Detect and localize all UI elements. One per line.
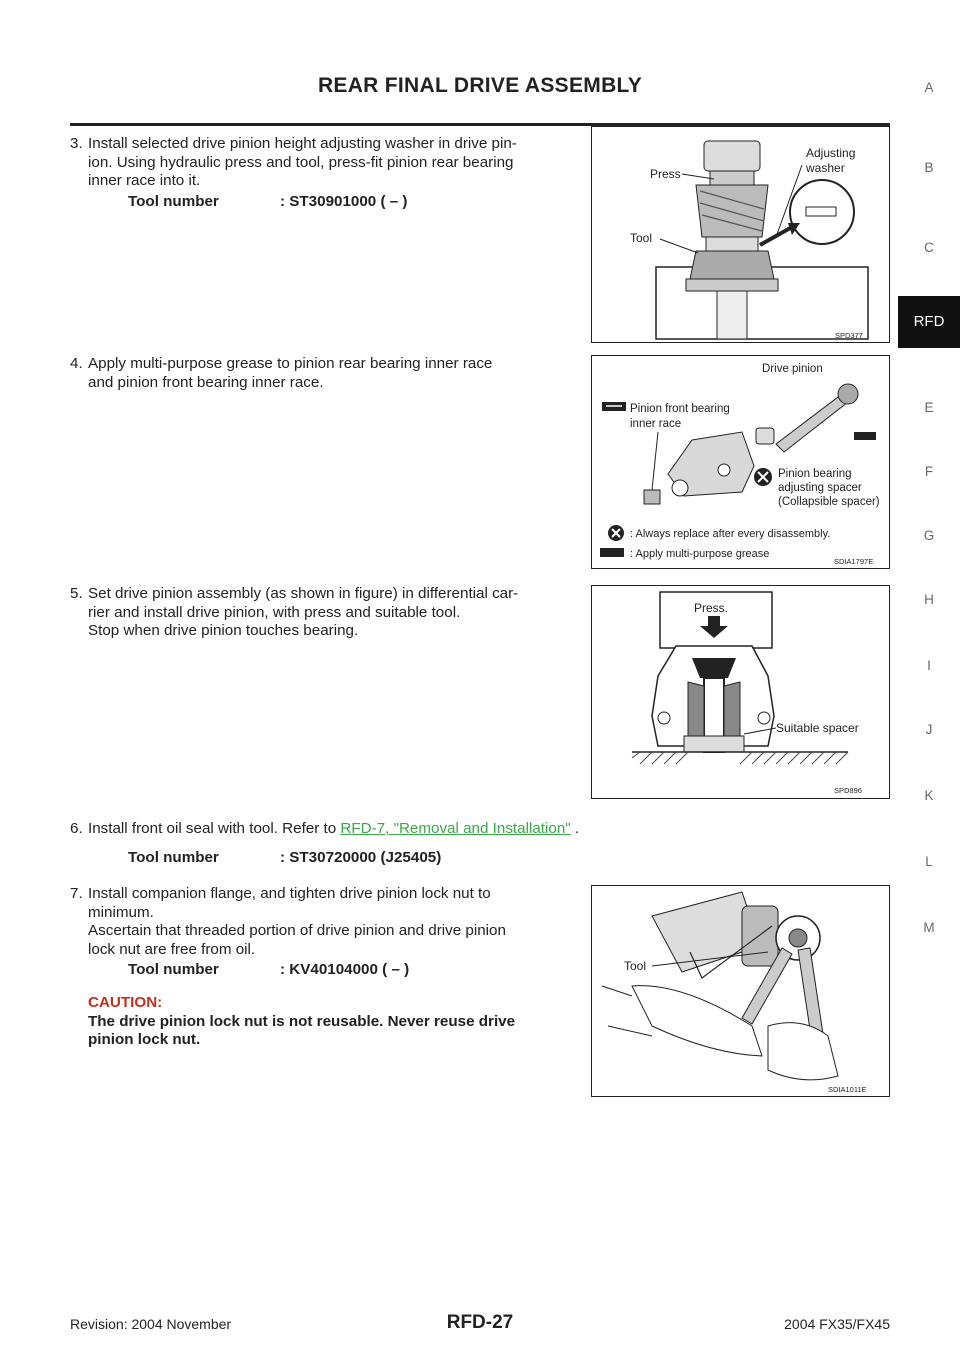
label-tool: Tool xyxy=(624,959,647,973)
label-drive-pinion: Drive pinion xyxy=(762,363,823,375)
figure-id: SDIA1011E xyxy=(828,1085,867,1094)
tab-f[interactable]: F xyxy=(924,464,934,479)
replace-icon xyxy=(754,468,772,486)
label-adjusting: Adjusting xyxy=(806,146,856,160)
replace-icon xyxy=(608,525,624,541)
figure-id: SPD377 xyxy=(835,331,863,340)
tab-c[interactable]: C xyxy=(924,240,934,255)
step-text-end: . xyxy=(570,820,580,837)
caution-text-line: pinion lock nut. xyxy=(88,1031,201,1048)
step-number: 6. xyxy=(70,820,83,837)
label-front-bearing-1: Pinion front bearing xyxy=(630,403,730,415)
tool-number-row xyxy=(128,193,407,210)
label-press: Press. xyxy=(694,601,729,615)
tab-i[interactable]: I xyxy=(927,658,931,673)
grease-icon xyxy=(602,402,626,411)
tab-k[interactable]: K xyxy=(924,788,934,803)
step-4 xyxy=(70,355,590,392)
tab-l[interactable]: L xyxy=(925,854,933,869)
figure-id: SPD896 xyxy=(834,786,862,795)
step-text-line: minimum. xyxy=(88,903,154,921)
legend-grease: : Apply multi-purpose grease xyxy=(630,548,770,560)
tab-g[interactable]: G xyxy=(923,528,935,543)
figure-id: SDIA1797E xyxy=(834,557,874,566)
caution-text-line: The drive pinion lock nut is not reusable. Never reuse drive xyxy=(88,1012,516,1030)
step-text-line: rier and install drive pinion, with press and suitable tool. xyxy=(88,603,461,621)
grease-icon xyxy=(854,432,876,440)
step-number: 7. xyxy=(70,885,83,902)
step-number: 3. xyxy=(70,135,83,152)
label-spacer-2: adjusting spacer xyxy=(778,482,862,494)
legend-replace: : Always replace after every disassembly. xyxy=(630,528,831,540)
step-text-line: Apply multi-purpose grease to pinion rear bearing inner race xyxy=(88,355,493,372)
label-tool: Tool xyxy=(630,231,653,245)
step-number: 4. xyxy=(70,355,83,372)
step-text-line: Set drive pinion assembly (as shown in figure) in differential car- xyxy=(88,585,519,602)
label-spacer-1: Pinion bearing xyxy=(778,468,852,480)
tab-b[interactable]: B xyxy=(924,160,934,175)
step-number: 5. xyxy=(70,585,83,602)
step-text-line: Install selected drive pinion height adjusting washer in drive pin- xyxy=(88,135,517,152)
tool-number-value: : ST30901000 ( – ) xyxy=(280,193,408,210)
step-7 xyxy=(70,885,590,959)
label-washer: washer xyxy=(806,161,845,175)
tool-number-label: Tool number xyxy=(128,961,219,978)
tool-number-value: : KV40104000 ( – ) xyxy=(280,961,410,978)
figure-grease-bearings xyxy=(591,355,890,569)
step-text-line: ion. Using hydraulic press and tool, press-fit pinion rear bearing xyxy=(88,153,514,171)
page-title: REAR FINAL DRIVE ASSEMBLY xyxy=(317,74,643,97)
step-3 xyxy=(70,135,590,191)
footer-revision: Revision: 2004 November xyxy=(70,1316,232,1332)
step-text-line: and pinion front bearing inner race. xyxy=(88,373,324,391)
step-6 xyxy=(70,820,690,839)
page-number: RFD-27 xyxy=(446,1312,514,1333)
step-text-line: lock nut are free from oil. xyxy=(88,940,256,958)
tab-m[interactable]: M xyxy=(923,920,935,935)
caution-heading: CAUTION: xyxy=(88,994,163,1011)
tool-number-row xyxy=(128,961,409,978)
tool-number-label: Tool number xyxy=(128,849,219,866)
label-spacer-3: (Collapsible spacer) xyxy=(778,496,880,508)
tab-h[interactable]: H xyxy=(924,592,934,607)
label-front-bearing-2: inner race xyxy=(630,418,682,430)
label-suitable-spacer: Suitable spacer xyxy=(776,721,859,735)
label-press: Press xyxy=(650,167,681,181)
step-text: Install front oil seal with tool. Refer to xyxy=(88,820,341,837)
step-text-line: Ascertain that threaded portion of drive pinion and drive pinion xyxy=(88,922,506,939)
footer-model: 2004 FX35/FX45 xyxy=(784,1316,890,1332)
figure-install-drive-pinion xyxy=(591,585,890,799)
tool-number-label: Tool number xyxy=(128,193,219,210)
reference-link[interactable]: RFD-7, "Removal and Installation" xyxy=(340,820,571,837)
tab-j[interactable]: J xyxy=(925,722,933,737)
tool-number-value: : ST30720000 (J25405) xyxy=(280,849,442,866)
step-5 xyxy=(70,585,590,641)
tab-a[interactable]: A xyxy=(924,80,934,95)
step-text-line: Install companion flange, and tighten drive pinion lock nut to xyxy=(88,885,491,902)
step-text-line: inner race into it. xyxy=(88,172,201,189)
tab-e[interactable]: E xyxy=(924,400,934,415)
tool-number-row xyxy=(128,849,441,866)
tab-rfd[interactable]: RFD xyxy=(898,296,960,348)
caution-block xyxy=(88,994,588,1050)
grease-icon xyxy=(600,548,624,557)
figure-tighten-lock-nut xyxy=(591,885,890,1097)
figure-press-fit-bearing xyxy=(591,126,890,343)
step-text-line: Stop when drive pinion touches bearing. xyxy=(88,622,359,639)
